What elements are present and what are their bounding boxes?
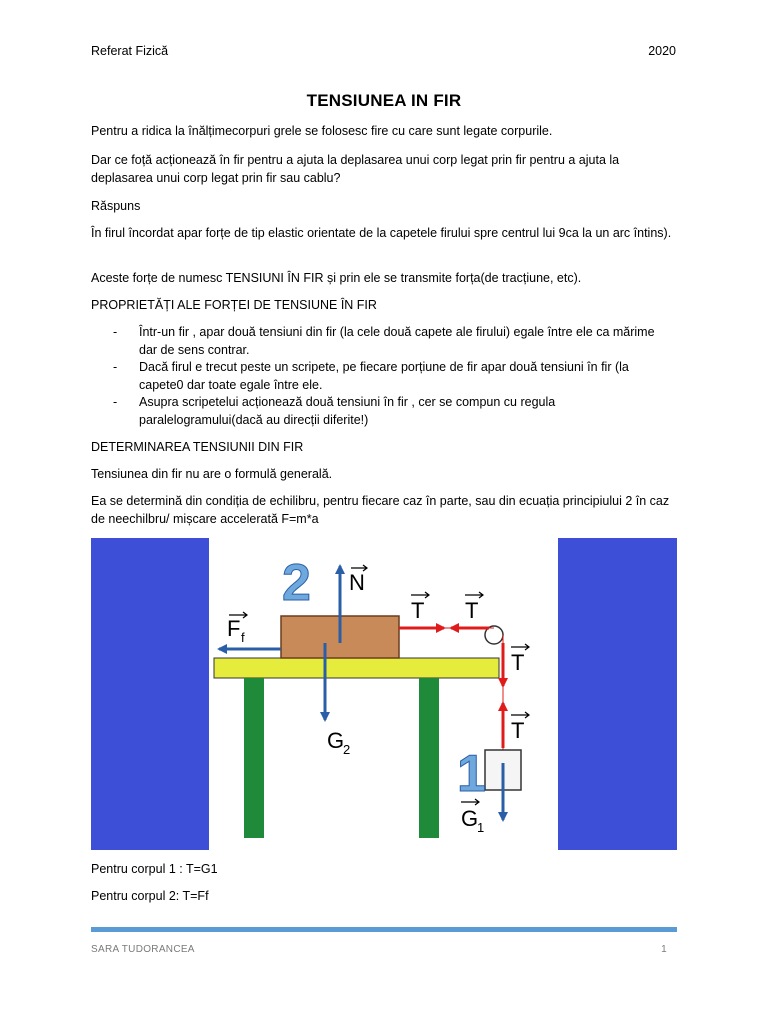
list-item-text: Dacă firul e trecut peste un scripete, pe fiecare porțiune de fir apar două tensiuni în fir (la capete0 dar toate egale între ele. [139,360,629,392]
paragraph-3: Răspuns [91,199,141,213]
physics-figure [91,538,677,850]
paragraph-11: Pentru corpul 2: T=Ff [91,889,209,903]
list-item [113,394,673,429]
table-leg-left [244,678,264,838]
list-item [113,359,673,394]
page-title: TENSIUNEA IN FIR [306,91,462,110]
bullet-dash: - [113,360,118,374]
label-Ff-subscript: f [241,630,245,645]
page-number: 1 [661,944,667,955]
label-N: N [349,570,365,595]
footer-author: SARA TUDORANCEA [91,944,195,955]
label-T-pulley: T [465,598,479,623]
label-T-up: T [511,718,525,743]
paragraph-9: Ea se determină din condiția de echilibru, pentru fiecare caz în parte, sau din ecuația principiului 2 în caz de neechilbru/ mișcare accelerată F=m*a [91,494,670,526]
bullet-list [113,324,673,429]
label-Ff: F [227,616,241,641]
paragraph-1: Pentru a ridica la înălțimecorpuri grele se folosesc fire cu care sunt legate corpurile. [91,124,553,138]
body-1-number: 1 [457,745,486,803]
list-item [113,324,673,359]
label-G2-subscript: 2 [343,742,351,757]
list-item-text: Asupra scripetelui acționează două tensiuni în fir , cer se compun cu regula paralelogramului(dacă au direcții diferite!) [139,395,556,427]
label-G1-subscript: 1 [477,820,485,835]
paragraph-4: În firul încordat apar forțe de tip elastic orientate de la capetele firului spre centrul lui 9ca la un arc întins). [91,226,672,240]
figure-panel [209,538,558,850]
label-G1: G [461,806,479,831]
header-right: 2020 [648,44,676,58]
paragraph-10: Pentru corpul 1 : T=G1 [91,862,218,876]
list-item-text: Într-un fir , apar două tensiuni din fir (la cele două capete ale firului) egale între ele ca mărime dar de sens contrar. [139,325,655,357]
table-leg-right [419,678,439,838]
body-2-number: 2 [282,554,311,612]
label-T-down: T [511,650,525,675]
paragraph-6: PROPRIETĂȚI ALE FORȚEI DE TENSIUNE ÎN FIR [91,298,377,312]
bullet-dash: - [113,395,118,409]
paragraph-8: Tensiunea din fir nu are o formulă generală. [91,467,333,481]
paragraph-5: Aceste forțe de numesc TENSIUNI ÎN FIR și prin ele se transmite forța(de tracțiune, etc). [91,271,582,285]
paragraph-2: Dar ce foță acționează în fir pentru a ajuta la deplasarea unui corp legat prin fir pentru a ajuta la deplasarea unui corp legat prin fir sau cablu? [91,153,620,185]
label-G2: G [327,728,345,753]
footer-divider [91,927,677,932]
header-left: Referat Fizică [91,44,169,58]
label-T-block: T [411,598,425,623]
table-top [214,658,499,678]
paragraph-7: DETERMINAREA TENSIUNII DIN FIR [91,440,304,454]
force-diagram [209,538,558,850]
bullet-dash: - [113,325,118,339]
